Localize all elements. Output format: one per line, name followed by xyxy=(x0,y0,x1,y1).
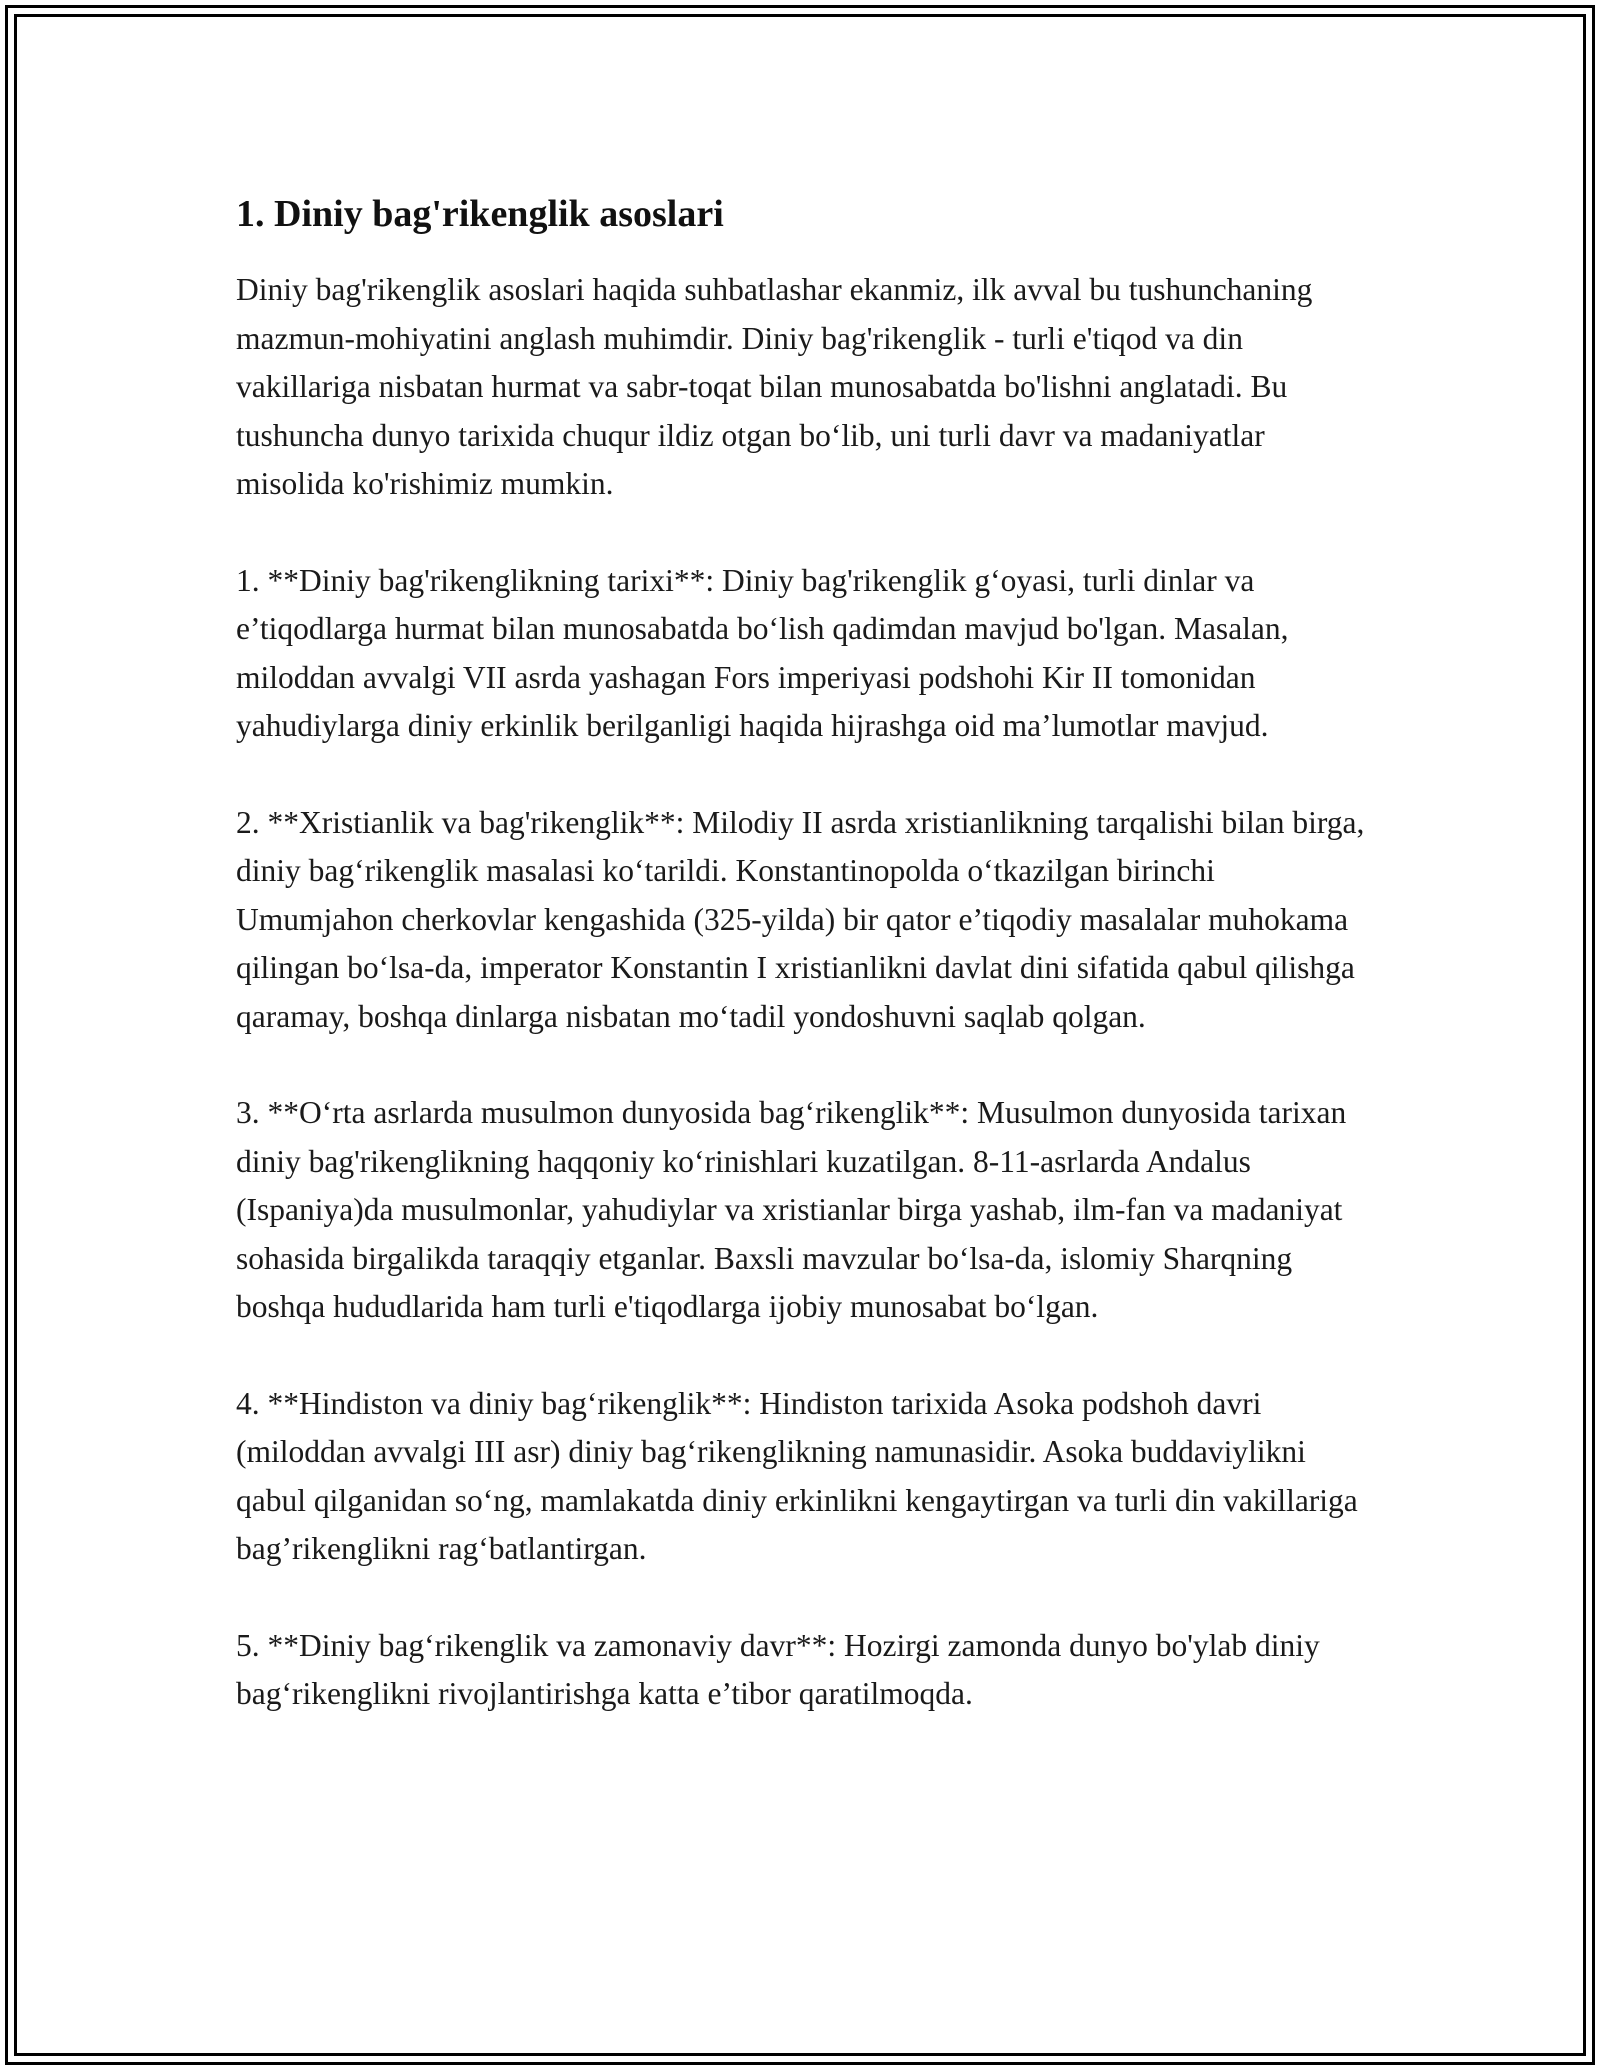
paragraph-history: 1. **Diniy bag'rikenglikning tarixi**: Diniy bag'rikenglik g‘oyasi, turli dinlar va e’tiqodlarga hurmat bilan munosabatda bo‘lish qadimdan mavjud bo'lgan. Masalan, miloddan avvalgi VII asrda yashagan Fors imperiyasi podshohi Kir II tomonidan yahudiylarga diniy erkinlik berilganligi haqida hijrashga oid ma’lumotlar mavjud. xyxy=(236,562,1289,743)
paragraph-india: 4. **Hindiston va diniy bag‘rikenglik**: Hindiston tarixida Asoka podshoh davri (miloddan avvalgi III asr) diniy bag‘rikenglikning namunasidir. Asoka buddaviylikni qabul qilganidan so‘ng, mamlakatda diniy erkinlikni kengaytirgan va turli din vakillariga bag’rikenglikni rag‘batlantirgan. xyxy=(236,1385,1358,1566)
section-heading: 1. Diniy bag'rikenglik asoslari xyxy=(236,193,724,235)
document-body xyxy=(236,188,1366,1767)
intro-paragraph: Diniy bag'rikenglik asoslari haqida suhbatlashar ekanmiz, ilk avval bu tushunchaning mazmun-mohiyatini anglash muhimdir. Diniy bag'rikenglik - turli e'tiqod va din vakillariga nisbatan hurmat va sabr-toqat bilan munosabatda bo'lishni anglatadi. Bu tushuncha dunyo tarixida chuqur ildiz otgan bo‘lib, uni turli davr va madaniyatlar misolida ko'rishimiz mumkin. xyxy=(236,272,1313,501)
paragraph-muslim-world: 3. **O‘rta asrlarda musulmon dunyosida bag‘rikenglik**: Musulmon dunyosida tarixan diniy bag'rikenglikning haqqoniy ko‘rinishlari kuzatilgan. 8-11-asrlarda Andalus (Ispaniya)da musulmonlar, yahudiylar va xristianlar birga yashab, ilm-fan va madaniyat sohasida birgalikda taraqqiy etganlar. Baxsli mavzular bo‘lsa-da, islomiy Sharqning boshqa hududlarida ham turli e'tiqodlarga ijobiy munosabat bo‘lgan. xyxy=(236,1095,1347,1324)
paragraph-christianity: 2. **Xristianlik va bag'rikenglik**: Milodiy II asrda xristianlikning tarqalishi bilan birga, diniy bag‘rikenglik masalasi ko‘tarildi. Konstantinopolda o‘tkazilgan birinchi Umumjahon cherkovlar kengashida (325-yilda) bir qator e’tiqodiy masalalar muhokama qilingan bo‘lsa-da, imperator Konstantin I xristianlikni davlat dini sifatida qabul qilishga qaramay, boshqa dinlarga nisbatan mo‘tadil yondoshuvni saqlab qolgan. xyxy=(236,804,1365,1034)
paragraph-modern-era: 5. **Diniy bag‘rikenglik va zamonaviy davr**: Hozirgi zamonda dunyo bo'ylab diniy bag‘rikenglikni rivojlantirishga katta e’tibor qaratilmoqda. xyxy=(236,1627,1320,1711)
